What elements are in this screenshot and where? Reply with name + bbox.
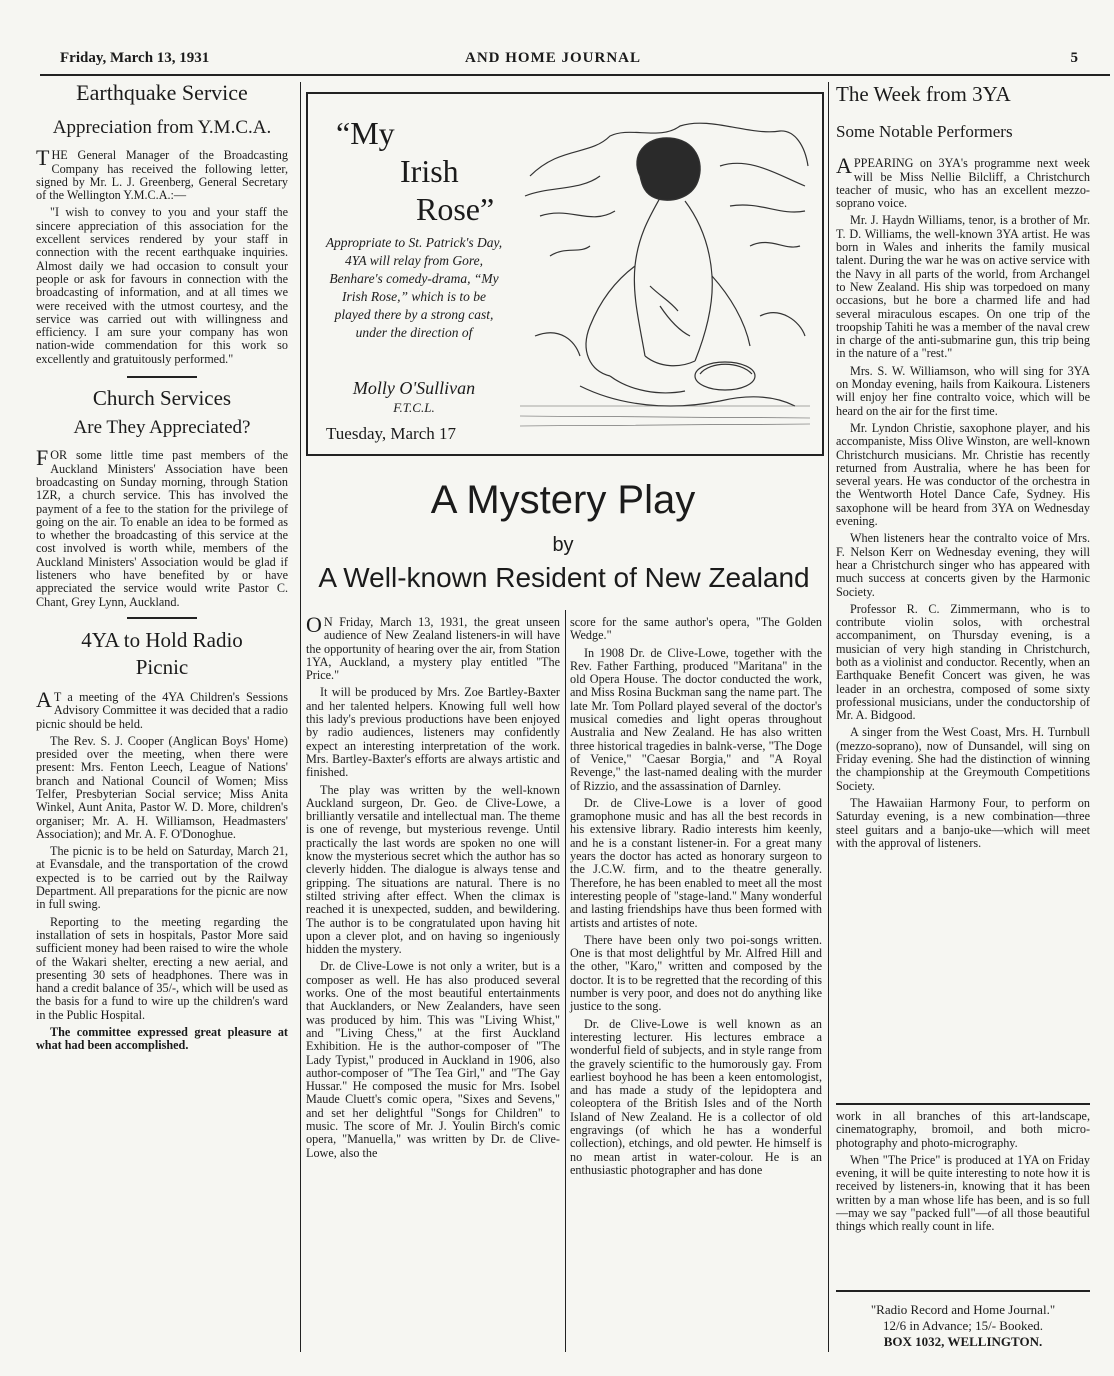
journal-title: AND HOME JOURNAL [465, 50, 641, 66]
column-1 [36, 80, 288, 1057]
column-rule-2 [565, 610, 566, 1352]
mystery-paragraph: When "The Price" is produced at 1YA on Friday evening, it will be quite interesting to note how it is received by listeners-in, knowing that it has been written by a man whose life has been, and is so full—may we say "packed full"—of all those beautiful things which really count in life. [836, 1152, 1090, 1234]
subscription-title: "Radio Record and Home Journal." [870, 1302, 1056, 1317]
column-rule-4 [828, 82, 829, 1352]
church-paragraph: FOR some little time past members of the Auckland Ministers' Association have been broadcasting on Sunday morning, through Station 1ZR, a church service. This has involved the payment of a fee to the station for the privilege of going on the air. To enable an idea to be formed as to whether the broadcasting of this service at the cost involved is worth while, members of the Auckland Ministers' Association would be glad if listeners who have benefited by or have appreciated the service would write Pastor C. Chant, Grey Lynn, Auckland. [36, 445, 288, 609]
week-3ya-paragraph: Mr. J. Haydn Williams, tenor, is a brother of Mr. T. D. Williams, the well-known 3YA artist. He was born in Wales and inherits the family musical talent. During the war he was on active service with the Navy in all parts of the world, from Archangel to New Zealand. His ship was torpedoed on many occasions, but he bore a charmed life and had several miraculous escapes. On one trip of the troopship Tahiti he was a member of the naval crew in charge of the anti-submarine gun, this trip being in the nature of a "rest." [836, 213, 1090, 361]
week-3ya-paragraph: Professor R. C. Zimmermann, who is to contribute violin solos, with orchestral accompaniment, on Thursday evening, is a musician of very high standing in Christchurch, both as a violinist and conductor. Recently, when an Earthquake Benefit Concert was given, he was leader in an orchestra, composed of some sixty professional musicians, under the conductorship of Mr. A. Bidgood. [836, 601, 1090, 723]
week-3ya-paragraph: A singer from the West Coast, Mrs. H. Turnbull (mezzo-soprano), now of Dunsandel, will sing on Friday evening. She had the distinction of winning the championship at the Greymouth Competitions Society. [836, 725, 1090, 793]
week-3ya-paragraph: The Hawaiian Harmony Four, to perform on Saturday evening, is a new combination—three steel guitars and a banjo-uke—which will meet with the approval of listeners. [836, 795, 1090, 850]
header-rule [40, 74, 1110, 76]
mystery-by: by [552, 534, 574, 556]
running-header [60, 50, 1078, 74]
mystery-headline: A Mystery Play [430, 478, 696, 522]
mystery-paragraph: Dr. de Clive-Lowe is well known as an interesting lecturer. His lectures embrace a wonderful field of subjects, and in style range from the gravely scientific to the humorously gay. From earliest boyhood he has been a keen entomologist, and has made a study of the lepidoptera and coleoptera of the British Isles and of the North Island of New Zealand. He is a collector of old engravings (of which he has a wonderful collection), etchings, and old pewter. He himself is no mean artist in water-colour. He is an enthusiastic photographer and has done [570, 1016, 822, 1177]
earthquake-letter: "I wish to convey to you and your staff the sincere appreciation of this association for the excellent services rendered by your staff in connection with the recent earthquake inquiries. Almost daily we had occasion to consult your people or ask for favours in connection with the broadcasting of information, and at all times we were received with the utmost courtesy, and the service was carried out with willingness and efficiency. I am sure your company has won nation-wide commendation for this work so excellently and gratuitously performed." [36, 205, 288, 366]
mystery-paragraph: Dr. de Clive-Lowe is not only a writer, but is a composer as well. He has also produced several works. One of the most beautiful entertainments that Aucklanders, or New Zealanders, have seen was produced by him. This was "Living Whist," and "Living Chess," at the first Auckland Exhibition. He is the author-composer of "The Lady Typist," produced in Auckland in 1906, also author-composer of "The Tea Girl," and "The Gay Hussar." He composed the music for Mrs. Isobel Maude Cluett's comic opera, "Sixes and Sevens," and set her delightful "Songs for Children" to music. The score of Mr. J. Youlin Birch's comic opera, "Manuella," was written by Dr. de Clive-Lowe, also the [306, 959, 560, 1160]
mystery-paragraph: score for the same author's opera, "The Golden Wedge." [570, 615, 822, 643]
mystery-paragraph: O N Friday, March 13, 1931, the great unseen audience of New Zealand listeners-in will have the opportunity of hearing over the air, from Station 1YA, Auckland, a mystery play entitled "The Price." [306, 612, 560, 683]
week-3ya-paragraph: Mrs. S. W. Williamson, who will sing for 3YA on Monday evening, hails from Kaikoura. Listeners will enjoy her fine contralto voice, which will be heard on the air for the first time. [836, 363, 1090, 418]
subscription-address: BOX 1032, WELLINGTON. [883, 1334, 1043, 1349]
week-3ya-headline: The Week from 3YA [836, 82, 1011, 106]
irish-rose-box [306, 92, 824, 456]
subscription-rates: 12/6 in Advance; 15/- Booked. [883, 1318, 1043, 1333]
mystery-paragraph: The play was written by the well-known Auckland surgeon, Dr. Geo. de Clive-Lowe, a brilliantly versatile and intellectual man. The theme is one of revenge, but mysterious revenge. Until practically the last words are spoken no one will know the mysterious secret which the author has so cleverly hidden. The dialogue is always tense and gripping. The situations are natural. There is no stilted striving after effect. When the climax is reached it is unexpected, sudden, and bewildering. The author is to be congratulated upon having hit upon a clever plot, and on having so ingeniously hidden the mystery. [306, 782, 560, 957]
column-rule-1 [300, 82, 301, 1352]
mystery-paragraph: It will be produced by Mrs. Zoe Bartley-Baxter and her talented helpers. Knowing full well how this lady's previous productions have been enjoyed by radio audiences, listeners may confidently expect an interesting interpretation of the work. Mrs. Bartley-Baxter's efforts are always artistic and finished. [306, 685, 560, 780]
mystery-subheadline: A Well-known Resident of New Zealand [318, 562, 810, 593]
irish-rose-illustration [520, 106, 810, 440]
picnic-paragraph: The committee expressed great pleasure at what had been accomplished. [36, 1025, 288, 1053]
mystery-paragraph: work in all branches of this art-landscape, cinematography, bromoil, and both micro-photography and photo-micrography. [836, 1109, 1090, 1150]
picnic-paragraph: A T a meeting of the 4YA Children's Sessions Advisory Committee it was decided that a radio picnic should be held. [36, 686, 288, 731]
column-3 [570, 616, 822, 1181]
week-3ya-subheadline: Some Notable Performers [836, 122, 1013, 142]
picnic-paragraph: The Rev. S. J. Cooper (Anglican Boys' Home) presided over the meeting, when there were present: Mrs. Fenton Leech, League of Nations' branch and National Council of Women; Miss Telfer, Presbyterian Social service; Miss Anita Winkel, Aunt Anita, Pastor W. D. More, children's organiser; Mr. A. H. Williamson, Headmasters' Association); and Mr. A. F. O'Donoghue. [36, 733, 288, 841]
column-2 [306, 612, 560, 1164]
page-number: 5 [1070, 50, 1078, 66]
irish-rose-date: Tuesday, March 17 [326, 424, 457, 443]
column-4-continuation [836, 1110, 1090, 1238]
irish-rose-title: “My Irish Rose” [336, 115, 495, 227]
week-3ya-paragraph: APPEARING on 3YA's programme next week will be Miss Nellie Bilcliff, a Christchurch teacher of music, who has an excellent mezzo-soprano voice. [836, 153, 1090, 211]
subscription-rule [836, 1290, 1090, 1292]
mystery-paragraph: Dr. de Clive-Lowe is a lover of good gramophone music and has all the best records in his extensive library. Radio interests him keenly, and he is a constant listener-in. For a great many years the doctor has acted as honorary surgeon to the J.C.W. firm, and to the theatre generally. Therefore, he has been enabled to meet all the most interesting people of "stage-land." Many wonderful and lasting friendships have thus been formed with artists and artistes of note. [570, 795, 822, 930]
section-divider [127, 617, 197, 619]
earthquake-paragraph: THE General Manager of the Broadcasting Company has received the following letter, signed by Mr. L. J. Greenberg, General Secretary of the Wellington Y.M.C.A.:— [36, 145, 288, 203]
church-subheadline: Are They Appreciated? [73, 417, 251, 439]
earthquake-subheadline: Appreciation from Y.M.C.A. [52, 117, 272, 139]
mystery-paragraph: There have been only two poi-songs written. One is that most delightful by Mr. Alfred Hill and the other, "Karo," written and composed by the doctor. It is to be regretted that the recording of this number is very poor, and does not do anything like justice to the song. [570, 932, 822, 1014]
week-3ya-paragraph: When listeners hear the contralto voice of Mrs. F. Nelson Kerr on Wednesday evening, they will hear a Christchurch singer who has appeared with much success at concerts given by the Harmonic Society. [836, 531, 1090, 599]
section-divider [127, 376, 197, 378]
column-4 [836, 82, 1090, 854]
earthquake-headline: Earthquake Service [76, 80, 248, 105]
irish-rose-director: Molly O'Sullivan F.T.C.L. [352, 378, 476, 415]
irish-rose-description: Appropriate to St. Patrick's Day, 4YA will relay from Gore, Benhare's comedy-drama, “My Irish Rose,” which is to be played there by a strong cast, under the direction of [325, 235, 503, 340]
picnic-paragraph: The picnic is to be held on Saturday, March 21, at Evansdale, and the transportation of the crowd expected is to be carried out by the Railway Department. All preparations for the picnic are now in full swing. [36, 844, 288, 912]
church-headline: Church Services [92, 386, 232, 411]
picnic-headline: 4YA to Hold Radio Picnic [81, 627, 243, 679]
subscription-block [836, 1294, 1090, 1350]
column-4-rule [836, 1103, 1090, 1105]
week-3ya-paragraph: Mr. Lyndon Christie, saxophone player, and his accompaniste, Miss Olive Winston, are well-known Christchurch musicians. Mr. Christie has recently returned from Australia, where he has been for several years. He was conductor of the orchestra in the Wentworth Hotel Dance Cafe, Sydney. His saxophone will be heard from 3YA on Wednesday evening. [836, 420, 1090, 529]
mystery-paragraph: In 1908 Dr. de Clive-Lowe, together with the Rev. Father Farthing, produced "Maritana" in the old Opera House. The doctor conducted the work, and Miss Rosina Buckman sang the name part. The late Mr. Tom Pollard played several of the doctor's musical comedies and light operas throughout Australia and New Zealand. He has also written three historical tragedies in balnk-verse, "The Doge of Venice," "Caesar Borgia," and "A Royal Revenge," the last-named dealing with the murder of Rizzio, and the assassination of Darnley. [570, 645, 822, 793]
issue-date: Friday, March 13, 1931 [60, 50, 210, 66]
picnic-paragraph: Reporting to the meeting regarding the installation of sets in hospitals, Pastor More said sufficient money had been raised to wire the whole of the Wakari shelter, erecting a new aerial, and presenting 30 sets of headphones. There was in hand a credit balance of 35/-, which will be used as the basis for a fund to wire up the children's ward in the Public Hospital. [36, 914, 288, 1022]
